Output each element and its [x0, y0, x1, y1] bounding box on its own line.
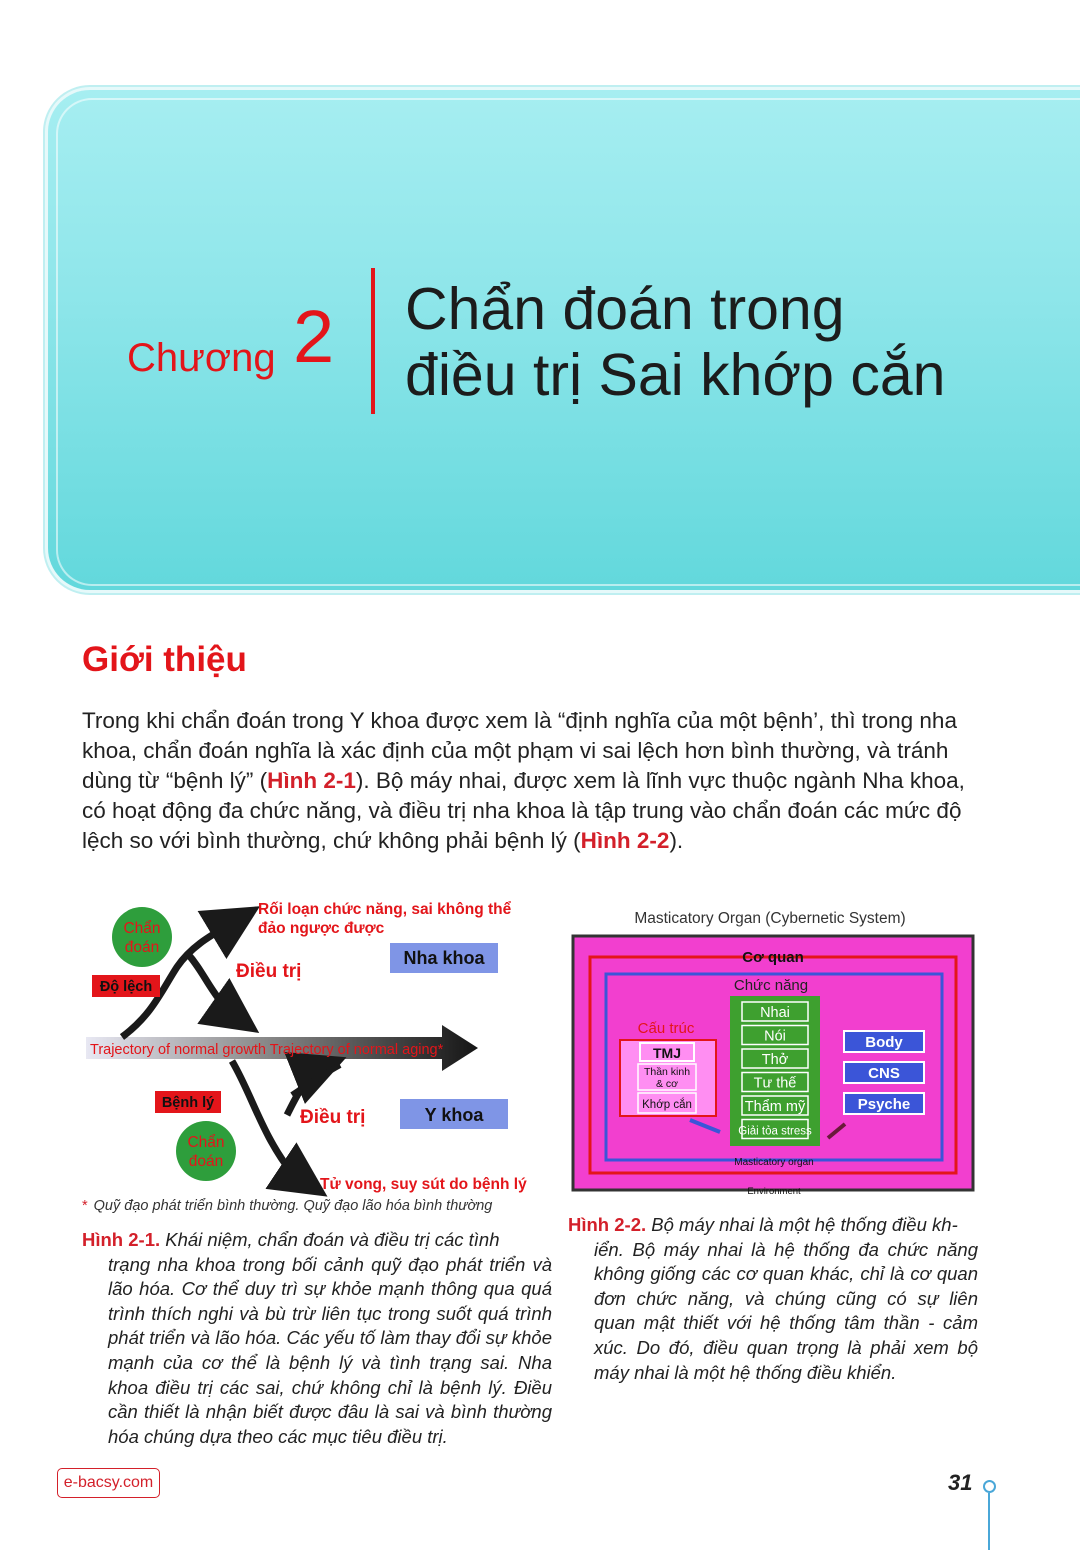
chan-doan-bottom-2: đoán — [188, 1153, 224, 1170]
environment-label: Environment — [747, 1186, 801, 1197]
chapter-title-line-1: Chẩn đoán trong — [405, 276, 845, 342]
masticatory-organ-label: Masticatory organ — [734, 1157, 814, 1168]
function-label: Giải tỏa stress — [738, 1125, 812, 1138]
intro-paragraph — [82, 706, 982, 856]
nha-khoa-label: Nha khoa — [403, 948, 485, 968]
figure-2-1-caption — [82, 1228, 552, 1449]
top-outcome-line-1: Rối loạn chức năng, sai không thể — [258, 901, 512, 918]
caption-first-2-2: Bộ máy nhai là một hệ thống điều kh- — [646, 1214, 958, 1235]
function-label: Nhai — [760, 1005, 790, 1021]
function-label: Tư thế — [753, 1075, 797, 1092]
than-kinh-label-1: Thần kinh — [643, 1066, 691, 1078]
tmj-label: TMJ — [653, 1045, 681, 1061]
system-label: Body — [865, 1034, 903, 1051]
chan-doan-top-circle — [112, 907, 172, 967]
figure-2-2-caption — [568, 1213, 978, 1385]
caption-label-2-1: Hình 2-1. — [82, 1229, 161, 1250]
caption-label-2-2: Hình 2-2. — [568, 1214, 647, 1235]
figure-ref-2-1[interactable]: Hình 2-1 — [267, 768, 356, 793]
intro-text-3: ). — [669, 828, 684, 853]
chapter-number: 2 — [293, 295, 335, 378]
note-text: Quỹ đạo phát triển bình thường. Quỹ đạo lão hóa bình thường — [93, 1198, 493, 1214]
page-marker-dot — [983, 1480, 996, 1493]
y-khoa-label: Y khoa — [424, 1105, 484, 1125]
lower-branch-curve — [232, 1061, 310, 1185]
chan-doan-top-1: Chẩn — [123, 920, 161, 937]
system-items — [844, 1031, 924, 1114]
caption-rest-2-1: trạng nha khoa trong bối cảnh quỹ đạo phát triển và lão hóa. Cơ thể duy trì sự khỏe mạnh thông qua quá trình thích nghi và bù trừ liên tục trong suốt quá trình phát triển và lão hóa. Các yếu tố làm thay đổi sự khỏe mạnh của cơ thể là bệnh lý và tình trạng sai. Nha khoa điều trị các sai, chứ không chỉ là bệnh lý. Điều cần thiết là nhận biết được đâu là sai và bình thường hóa chúng dựa theo các mục tiêu điều trị. — [108, 1253, 552, 1447]
site-link[interactable]: e-bacsy.com — [57, 1468, 160, 1498]
cau-truc-label: Cấu trúc — [637, 1020, 695, 1037]
chapter-divider — [371, 268, 375, 414]
chuc-nang-label: Chức năng — [733, 977, 809, 994]
figure-2-1 — [82, 895, 552, 1200]
figure-2-2-diagram — [570, 900, 976, 1200]
chapter-label: Chương — [127, 336, 276, 380]
co-quan-label: Cơ quan — [742, 949, 804, 966]
caption-first-2-1: Khái niệm, chẩn đoán và điều trị các tình — [160, 1229, 500, 1250]
chan-doan-top-2: đoán — [124, 939, 160, 956]
upper-treatment-curve — [187, 953, 242, 1021]
page-number: 31 — [948, 1470, 973, 1495]
system-label: CNS — [868, 1065, 900, 1082]
trajectory-label: Trajectory of normal growth Trajectory of normal aging* — [90, 1042, 444, 1058]
figure-ref-2-2[interactable]: Hình 2-2 — [580, 828, 670, 853]
chan-doan-bottom-1: Chẩn — [187, 1134, 225, 1151]
khop-can-label: Khớp cắn — [642, 1099, 692, 1111]
dieu-tri-bottom-label: Điều trị — [300, 1107, 366, 1128]
do-lech-label: Độ lệch — [99, 979, 153, 995]
function-label: Nói — [764, 1028, 786, 1045]
system-label: Psyche — [857, 1096, 911, 1113]
benh-ly-label: Bệnh lý — [161, 1095, 215, 1111]
figure-2-1-note — [82, 1198, 492, 1214]
than-kinh-label-2: & cơ — [655, 1078, 679, 1090]
intro-text-1: Trong khi chẩn đoán trong Y khoa được xem là “định nghĩa của một bệnh’, thì trong nha khoa, chẩn đoán nghĩa là xác định của một phạm vi sai lệch hơn bình thường, và tránh dùng từ “bệnh lý” ( — [82, 708, 957, 793]
function-label: Thẩm mỹ — [744, 1099, 806, 1115]
chapter-title-line-2: điều trị Sai khớp cắn — [405, 342, 946, 408]
intro-text-2: ). Bộ máy nhai, được xem là lĩnh vực thuộc ngành Nha khoa, có hoạt động đa chức năng, và điều trị nha khoa là tập trung vào chẩn đoán các mức độ lệch so với bình thường, chứ không phải bệnh lý ( — [82, 768, 965, 853]
figure-2-2 — [570, 900, 976, 1200]
section-title: Giới thiệu — [82, 640, 247, 679]
caption-rest-2-2: iển. Bộ máy nhai là hệ thống đa chức năng không giống các cơ quan khác, chỉ là cơ quan đơn chức năng, và chúng cũng có sự liên quan mật thiết với hệ thống tâm thần - cảm xúc. Do đó, điều quan trọng là phải xem bộ máy nhai là một hệ thống điều khiển. — [594, 1238, 978, 1383]
masticatory-title: Masticatory Organ (Cybernetic System) — [634, 910, 906, 927]
bottom-outcome-label: Tử vong, suy sút do bệnh lý — [320, 1176, 527, 1193]
figure-2-1-diagram — [82, 895, 552, 1200]
chapter-title — [405, 276, 945, 408]
dieu-tri-top-label: Điều trị — [236, 961, 302, 982]
function-label: Thở — [761, 1052, 789, 1068]
note-star: * — [82, 1198, 88, 1214]
top-outcome-line-2: đảo ngược được — [258, 920, 385, 937]
chan-doan-bottom-circle — [176, 1121, 236, 1181]
page-marker-line — [988, 1493, 990, 1550]
